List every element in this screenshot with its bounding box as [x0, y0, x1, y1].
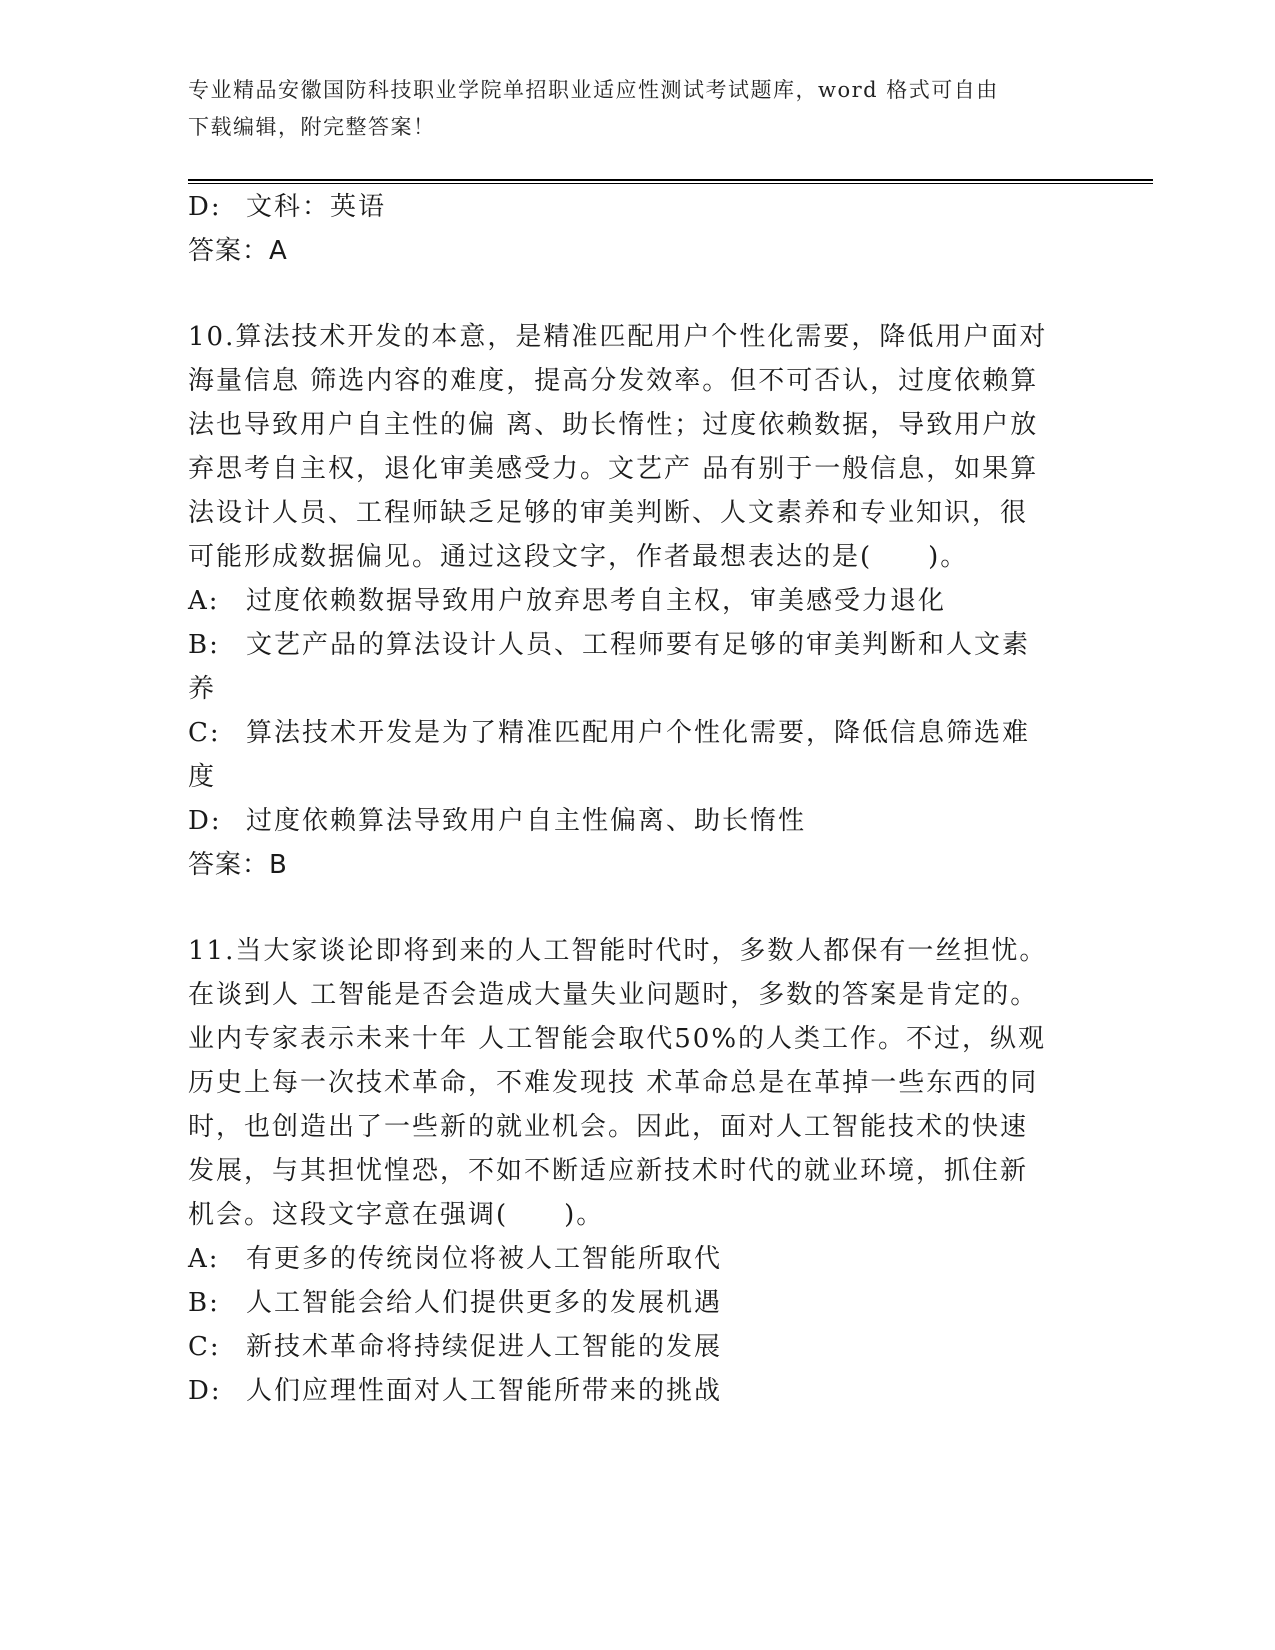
option-label: C:: [188, 718, 221, 748]
q11-stem-line: 业内专家表示未来十年 人工智能会取代50%的人类工作。不过，纵观: [188, 1024, 1047, 1054]
option-text: 新技术革命将持续促进人工智能的发展: [246, 1332, 723, 1362]
option-text: 有更多的传统岗位将被人工智能所取代: [246, 1244, 723, 1274]
header-rule-thick: [188, 179, 1153, 181]
q10-option-b: [188, 624, 1030, 661]
q11-stem-line: 在谈到人 工智能是否会造成大量失业问题时，多数的答案是肯定的。: [188, 980, 1039, 1010]
q10-stem-line: 可能形成数据偏见。通过这段文字，作者最想表达的是( )。: [188, 542, 969, 572]
q10-stem-line: 10.算法技术开发的本意，是精准匹配用户个性化需要，降低用户面对: [188, 322, 1048, 352]
q10-option-c: [188, 712, 1030, 749]
q10-option-b-wrap: 养: [188, 674, 217, 704]
q10-option-d: [188, 800, 806, 837]
option-text: 文艺产品的算法设计人员、工程师要有足够的审美判断和人文素: [246, 630, 1031, 660]
option-text: 人工智能会给人们提供更多的发展机遇: [246, 1288, 723, 1318]
q10-answer: 答案：B: [188, 850, 288, 880]
q11-option-c: [188, 1326, 722, 1363]
option-label: A:: [188, 1244, 220, 1274]
option-text: 算法技术开发是为了精准匹配用户个性化需要，降低信息筛选难: [246, 718, 1031, 748]
header-line-2: 下载编辑，附完整答案！: [188, 115, 436, 139]
option-text: 过度依赖算法导致用户自主性偏离、助长惰性: [246, 806, 807, 836]
option-text: 过度依赖数据导致用户放弃思考自主权，审美感受力退化: [246, 586, 947, 616]
prev-answer: 答案：A: [188, 236, 288, 266]
q11-option-a: [188, 1238, 722, 1275]
option-label: D:: [188, 806, 222, 836]
q11-option-d: [188, 1370, 722, 1407]
page-header: [188, 72, 1068, 146]
q10-stem-line: 法也导致用户自主性的偏 离、助长惰性；过度依赖数据，导致用户放: [188, 410, 1039, 440]
option-label: D:: [188, 1376, 222, 1406]
option-label: B:: [188, 630, 220, 660]
header-line-1: 专业精品安徽国防科技职业学院单招职业适应性测试考试题库，word 格式可自由: [188, 78, 999, 102]
q11-stem-line: 机会。这段文字意在强调( )。: [188, 1200, 605, 1230]
q11-stem-line: 发展，与其担忧惶恐，不如不断适应新技术时代的就业环境，抓住新: [188, 1156, 1029, 1186]
option-label: D:: [188, 192, 222, 222]
q10-option-c-wrap: 度: [188, 762, 217, 792]
option-label: B:: [188, 1288, 220, 1318]
q10-stem-line: 弃思考自主权，退化审美感受力。文艺产 品有别于一般信息，如果算: [188, 454, 1039, 484]
option-text: 人们应理性面对人工智能所带来的挑战: [246, 1376, 723, 1406]
option-label: C:: [188, 1332, 221, 1362]
q10-stem-line: 海量信息 筛选内容的难度，提高分发效率。但不可否认，过度依赖算: [188, 366, 1039, 396]
q10-stem-line: 法设计人员、工程师缺乏足够的审美判断、人文素养和专业知识，很: [188, 498, 1029, 528]
header-rule-thin: [188, 183, 1153, 184]
q11-option-b: [188, 1282, 722, 1319]
q11-stem-line: 时，也创造出了一些新的就业机会。因此，面对人工智能技术的快速: [188, 1112, 1029, 1142]
option-text: 文科：英语: [246, 192, 387, 222]
q11-stem-line: 11.当大家谈论即将到来的人工智能时代时，多数人都保有一丝担忧。: [188, 936, 1048, 966]
q11-stem-line: 历史上每一次技术革命，不难发现技 术革命总是在革掉一些东西的同: [188, 1068, 1039, 1098]
q10-option-a: [188, 580, 946, 617]
prev-option-d: [188, 186, 386, 223]
option-label: A:: [188, 586, 220, 616]
